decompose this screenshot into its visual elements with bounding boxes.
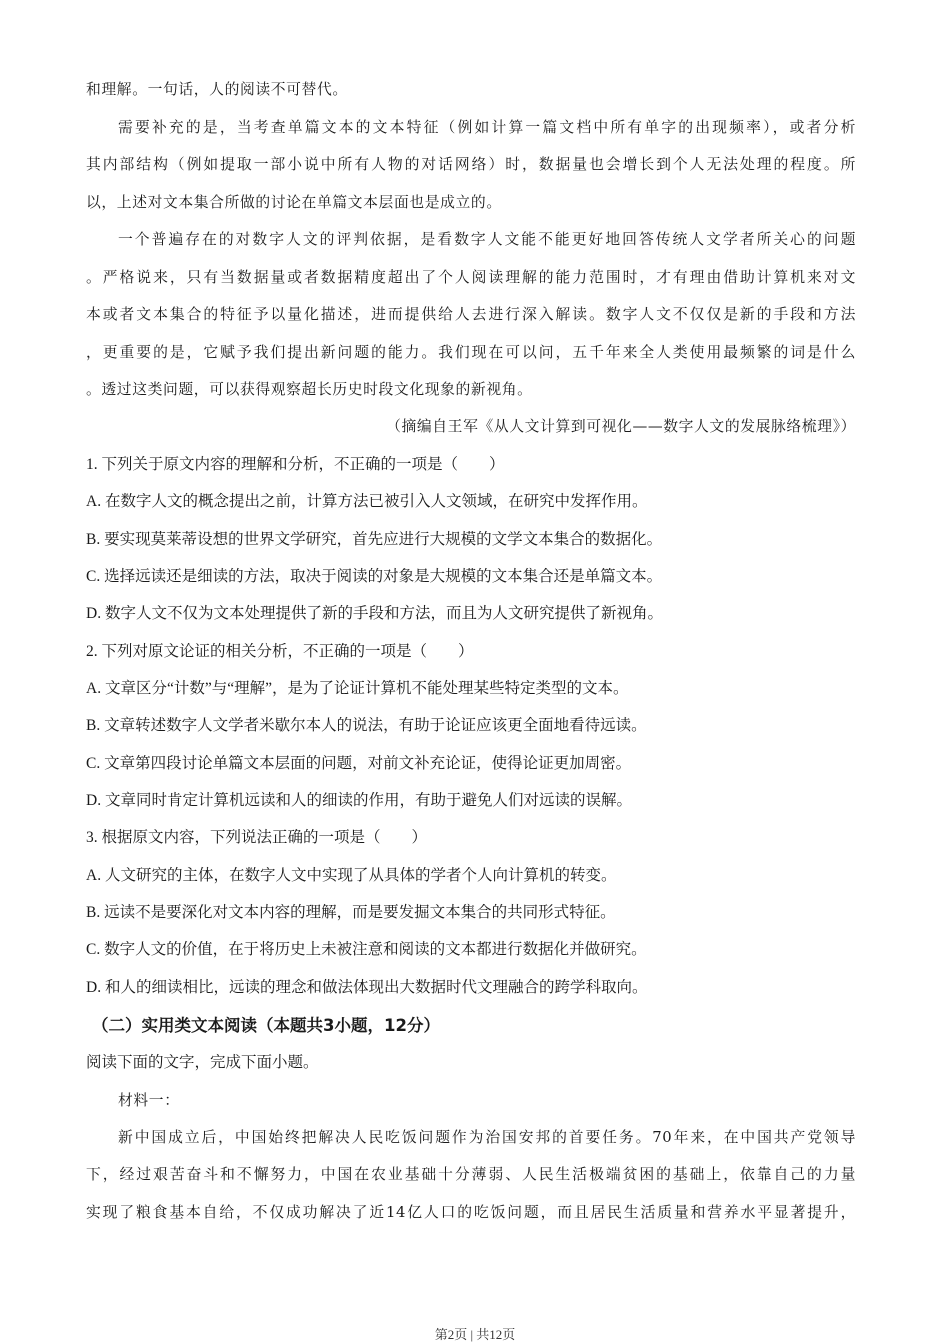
paragraph-line: 。透过这类问题，可以获得观察超长历史时段文化现象的新视角。 bbox=[86, 381, 533, 398]
section-heading: （二）实用类文本阅读（本题共3小题，12分） bbox=[92, 1016, 440, 1035]
paragraph-line: 一个普遍存在的对数字人文的评判依据，是看数字人文能不能更好地回答传统人文学者所关心的问题 bbox=[118, 231, 856, 248]
paragraph-line: 。严格说来，只有当数据量或者数据精度超出了个人阅读理解的能力范围时，才有理由借助计算机来对文 bbox=[86, 269, 856, 286]
question-option: C. 选择远读还是细读的方法，取决于阅读的对象是大规模的文本集合还是单篇文本。 bbox=[86, 568, 663, 585]
question-option: C. 文章第四段讨论单篇文本层面的问题，对前文补充论证，使得论证更加周密。 bbox=[86, 755, 632, 772]
paragraph-line: 本或者文本集合的特征予以量化描述，进而提供给人去进行深入解读。数字人文不仅仅是新的手段和方法 bbox=[86, 306, 856, 323]
paragraph-line: 其内部结构（例如提取一部小说中所有人物的对话网络）时，数据量也会增长到个人无法处理的程度。所 bbox=[86, 156, 856, 173]
question-option: B. 远读不是要深化对文本内容的理解，而是要发掘文本集合的共同形式特征。 bbox=[86, 904, 616, 921]
question-option: B. 文章转述数字人文学者米歇尔本人的说法，有助于论证应该更全面地看待远读。 bbox=[86, 717, 647, 734]
paragraph-line: 下，经过艰苦奋斗和不懈努力，中国在农业基础十分薄弱、人民生活极端贫困的基础上，依靠自己的力量 bbox=[86, 1166, 856, 1183]
question-option: D. 和人的细读相比，远读的理念和做法体现出大数据时代文理融合的跨学科取向。 bbox=[86, 979, 648, 996]
question-option: A. 在数字人文的概念提出之前，计算方法已被引入人文领域，在研究中发挥作用。 bbox=[86, 493, 648, 510]
question-option: A. 人文研究的主体，在数字人文中实现了从具体的学者个人向计算机的转变。 bbox=[86, 867, 617, 884]
paragraph-line: 实现了粮食基本自给，不仅成功解决了近14亿人口的吃饭问题，而且居民生活质量和营养水平显著提升， bbox=[86, 1204, 856, 1221]
question-stem: 2. 下列对原文论证的相关分析，不正确的一项是（ ） bbox=[86, 643, 474, 660]
instruction-text: 阅读下面的文字，完成下面小题。 bbox=[86, 1054, 319, 1071]
question-stem: 3. 根据原文内容，下列说法正确的一项是（ ） bbox=[86, 829, 428, 846]
question-option: C. 数字人文的价值，在于将历史上未被注意和阅读的文本都进行数据化并做研究。 bbox=[86, 941, 647, 958]
question-option: A. 文章区分“计数”与“理解”，是为了论证计算机不能处理某些特定类型的文本。 bbox=[86, 680, 629, 697]
question-option: D. 数字人文不仅为文本处理提供了新的手段和方法，而且为人文研究提供了新视角。 bbox=[86, 605, 663, 622]
paragraph-line: 新中国成立后，中国始终把解决人民吃饭问题作为治国安邦的首要任务。70年来，在中国共产党领导 bbox=[118, 1129, 856, 1146]
paragraph-line: 需要补充的是，当考查单篇文本的文本特征（例如计算一篇文档中所有单字的出现频率），或者分析 bbox=[118, 119, 856, 136]
question-option: B. 要实现莫莱蒂设想的世界文学研究，首先应进行大规模的文学文本集合的数据化。 bbox=[86, 531, 663, 548]
question-stem: 1. 下列关于原文内容的理解和分析，不正确的一项是（ ） bbox=[86, 456, 505, 473]
page-footer: 第2页 | 共12页 bbox=[434, 1327, 516, 1342]
paragraph-line: 以，上述对文本集合所做的讨论在单篇文本层面也是成立的。 bbox=[86, 194, 502, 211]
paragraph-line: 和理解。一句话，人的阅读不可替代。 bbox=[86, 81, 348, 98]
question-option: D. 文章同时肯定计算机远读和人的细读的作用，有助于避免人们对远读的误解。 bbox=[86, 792, 632, 809]
material-label: 材料一： bbox=[118, 1092, 180, 1109]
paragraph-line: ，更重要的是，它赋予我们提出新问题的能力。我们现在可以问，五千年来全人类使用最频繁的词是什么 bbox=[86, 344, 856, 361]
source-citation: （摘编自王军《从人文计算到可视化——数字人文的发展脉络梳理》） bbox=[386, 418, 856, 435]
